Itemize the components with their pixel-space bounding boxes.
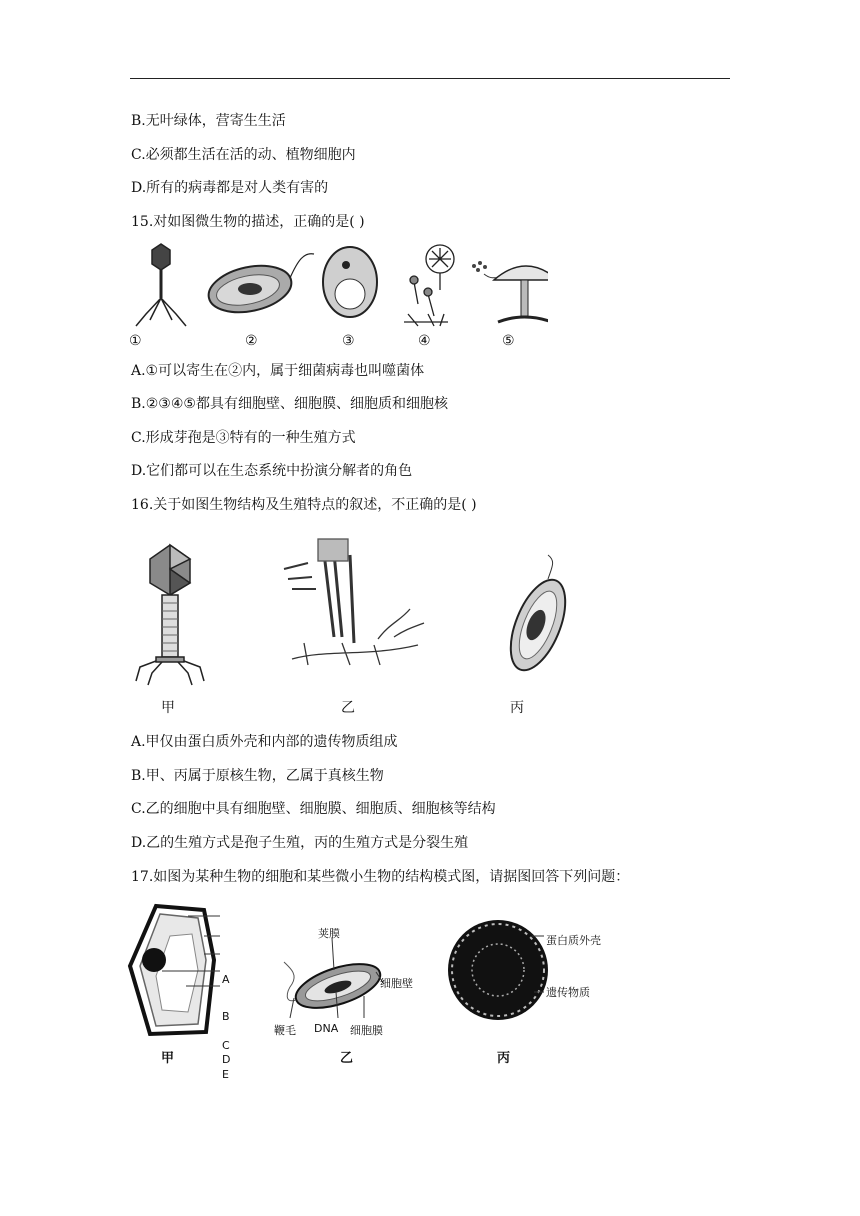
fig15-label-3: ③ — [342, 333, 355, 349]
fig17-letter-e: E — [222, 1068, 229, 1081]
fig17-label-membrane: 细胞膜 — [350, 1024, 383, 1037]
question-15: 15.对如图微生物的描述，正确的是( ) — [131, 214, 365, 230]
option-b-14: B.无叶绿体，营寄生生活 — [131, 113, 286, 129]
bacterium-drawing — [204, 254, 314, 320]
option-b-16: B.甲、丙属于原核生物，乙属于真核生物 — [131, 768, 384, 784]
fig17-label-wall: 细胞壁 — [380, 977, 413, 990]
fig17-label-capsule: 荚膜 — [318, 927, 340, 940]
fig17-label-dna: DNA — [314, 1022, 339, 1035]
phage-jia-drawing — [136, 545, 204, 685]
fig17-letter-b: B — [222, 1010, 230, 1023]
fig15-label-2: ② — [245, 333, 258, 349]
fig17-label-shell: 蛋白质外壳 — [546, 934, 601, 947]
fig17-letter-a: A — [222, 973, 230, 986]
option-c-15: C.形成芽孢是③特有的一种生殖方式 — [131, 430, 356, 446]
fig15-label-5: ⑤ — [502, 333, 515, 349]
bacterium-yi-drawing — [284, 938, 385, 1018]
bacteriophage-drawing — [136, 244, 186, 326]
fig15-label-4: ④ — [418, 333, 431, 349]
fig17-name-yi: 乙 — [340, 1051, 354, 1066]
fig17-label-genetic: 遗传物质 — [546, 986, 590, 999]
fig17-name-jia: 甲 — [161, 1051, 175, 1066]
question-17: 17.如图为某种生物的细胞和某些微小生物的结构模式图，请据图回答下列问题： — [131, 869, 630, 885]
option-d-15: D.它们都可以在生态系统中扮演分解者的角色 — [131, 463, 413, 479]
figure-17 — [126, 900, 646, 1040]
figure-15 — [128, 234, 548, 334]
virus-bing-drawing — [448, 920, 548, 1020]
option-c-14: C.必须都生活在活的动、植物细胞内 — [131, 147, 356, 163]
header-rule — [130, 78, 730, 79]
option-c-16: C.乙的细胞中具有细胞壁、细胞膜、细胞质、细胞核等结构 — [131, 801, 496, 817]
fig17-name-bing: 丙 — [497, 1051, 511, 1066]
bacterium-bing-drawing — [500, 555, 577, 678]
mold-yi-drawing — [284, 539, 424, 665]
fig17-letter-c: C — [222, 1039, 230, 1052]
fig16-label-yi: 乙 — [341, 700, 355, 716]
fig17-letter-d: D — [222, 1053, 231, 1066]
question-16: 16.关于如图生物结构及生殖特点的叙述，不正确的是( ) — [131, 497, 477, 513]
yeast-drawing — [323, 247, 377, 317]
figure-16 — [128, 533, 588, 693]
mushroom-drawing — [472, 261, 548, 322]
option-a-15: A.①可以寄生在②内，属于细菌病毒也叫噬菌体 — [131, 363, 425, 379]
option-d-16: D.乙的生殖方式是孢子生殖，丙的生殖方式是分裂生殖 — [131, 835, 469, 851]
plant-cell-jia-drawing — [130, 906, 220, 1034]
fig16-label-jia: 甲 — [161, 700, 175, 716]
mold-drawing — [404, 245, 454, 326]
option-b-15: B.②③④⑤都具有细胞壁、细胞膜、细胞质和细胞核 — [131, 396, 448, 412]
fig17-label-flagellum: 鞭毛 — [274, 1024, 296, 1037]
fig15-label-1: ① — [129, 333, 142, 349]
fig16-label-bing: 丙 — [510, 700, 524, 716]
option-d-14: D.所有的病毒都是对人类有害的 — [131, 180, 329, 196]
option-a-16: A.甲仅由蛋白质外壳和内部的遗传物质组成 — [131, 734, 398, 750]
